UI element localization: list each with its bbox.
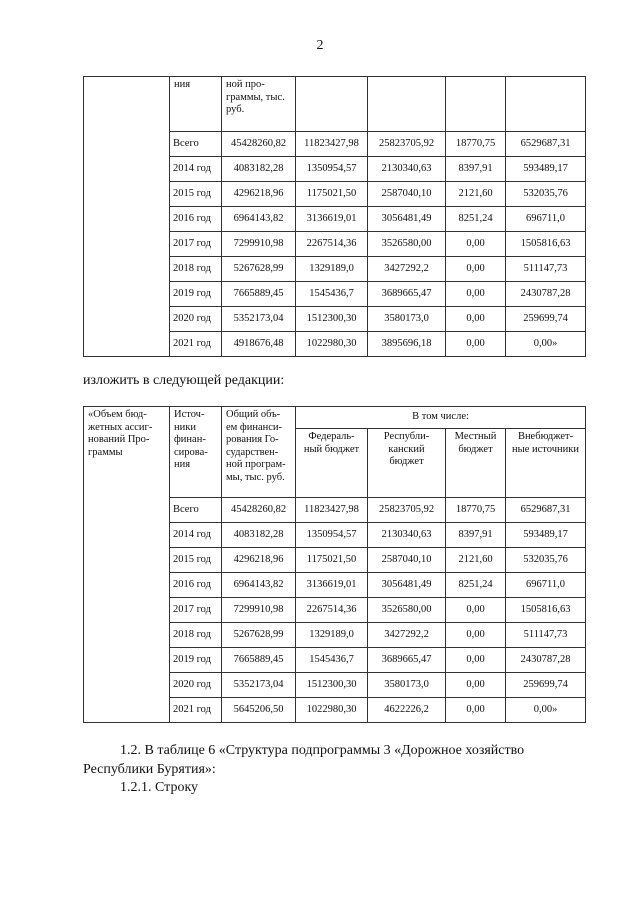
year-cell: 2020 год bbox=[170, 307, 222, 332]
value-cell: 8251,24 bbox=[446, 573, 506, 598]
value-cell: 1505816,63 bbox=[506, 598, 586, 623]
value-cell: 6964143,82 bbox=[222, 207, 296, 232]
value-cell: 2130340,63 bbox=[368, 157, 446, 182]
value-cell: 1545436,7 bbox=[296, 648, 368, 673]
header-cell: Республи-канский бюджет bbox=[368, 429, 446, 498]
value-cell: 6964143,82 bbox=[222, 573, 296, 598]
year-cell: 2015 год bbox=[170, 548, 222, 573]
value-cell: 2130340,63 bbox=[368, 523, 446, 548]
year-cell: 2019 год bbox=[170, 282, 222, 307]
header-cell: «Объем бюд-жетных ассиг-нований Про-граммы bbox=[84, 407, 170, 723]
value-cell: 511147,73 bbox=[506, 257, 586, 282]
value-cell: 0,00 bbox=[446, 698, 506, 723]
value-cell: 5352173,04 bbox=[222, 307, 296, 332]
value-cell: 511147,73 bbox=[506, 623, 586, 648]
value-cell: 259699,74 bbox=[506, 673, 586, 698]
value-cell: 2587040,10 bbox=[368, 182, 446, 207]
value-cell: 3056481,49 bbox=[368, 207, 446, 232]
value-cell: 0,00» bbox=[506, 332, 586, 357]
value-cell: 0,00 bbox=[446, 598, 506, 623]
value-cell: 1329189,0 bbox=[296, 257, 368, 282]
value-cell: 4296218,96 bbox=[222, 182, 296, 207]
year-cell: Всего bbox=[170, 132, 222, 157]
value-cell: 5267628,99 bbox=[222, 623, 296, 648]
header-cell: Внебюджет-ные источники bbox=[506, 429, 586, 498]
year-cell: 2018 год bbox=[170, 257, 222, 282]
year-cell: 2014 год bbox=[170, 523, 222, 548]
value-cell: 1505816,63 bbox=[506, 232, 586, 257]
year-cell: 2021 год bbox=[170, 332, 222, 357]
value-cell: 6529687,31 bbox=[506, 498, 586, 523]
header-cell: ной про-граммы, тыс. руб. bbox=[222, 77, 296, 132]
year-cell: 2021 год bbox=[170, 698, 222, 723]
value-cell: 4083182,28 bbox=[222, 523, 296, 548]
value-cell: 1350954,57 bbox=[296, 523, 368, 548]
value-cell: 259699,74 bbox=[506, 307, 586, 332]
value-cell: 0,00 bbox=[446, 257, 506, 282]
year-cell: 2019 год bbox=[170, 648, 222, 673]
value-cell: 3056481,49 bbox=[368, 573, 446, 598]
value-cell: 0,00» bbox=[506, 698, 586, 723]
value-cell: 593489,17 bbox=[506, 157, 586, 182]
value-cell: 0,00 bbox=[446, 332, 506, 357]
value-cell: 0,00 bbox=[446, 282, 506, 307]
value-cell: 11823427,98 bbox=[296, 132, 368, 157]
value-cell: 0,00 bbox=[446, 307, 506, 332]
value-cell: 0,00 bbox=[446, 232, 506, 257]
value-cell: 1512300,30 bbox=[296, 307, 368, 332]
value-cell: 2430787,28 bbox=[506, 648, 586, 673]
value-cell: 8251,24 bbox=[446, 207, 506, 232]
value-cell: 4296218,96 bbox=[222, 548, 296, 573]
value-cell: 5352173,04 bbox=[222, 673, 296, 698]
value-cell: 18770,75 bbox=[446, 132, 506, 157]
year-cell: 2017 год bbox=[170, 232, 222, 257]
value-cell: 1350954,57 bbox=[296, 157, 368, 182]
group-header-cell: В том числе: bbox=[296, 407, 586, 429]
year-cell: 2020 год bbox=[170, 673, 222, 698]
value-cell: 5645206,50 bbox=[222, 698, 296, 723]
value-cell: 8397,91 bbox=[446, 157, 506, 182]
value-cell: 3580173,0 bbox=[368, 307, 446, 332]
value-cell: 1175021,50 bbox=[296, 182, 368, 207]
value-cell: 593489,17 bbox=[506, 523, 586, 548]
value-cell: 11823427,98 bbox=[296, 498, 368, 523]
year-cell: 2015 год bbox=[170, 182, 222, 207]
value-cell: 2121,60 bbox=[446, 182, 506, 207]
value-cell: 2267514,36 bbox=[296, 598, 368, 623]
value-cell: 1545436,7 bbox=[296, 282, 368, 307]
value-cell: 8397,91 bbox=[446, 523, 506, 548]
year-cell: 2016 год bbox=[170, 207, 222, 232]
value-cell: 3689665,47 bbox=[368, 282, 446, 307]
header-cell: Федераль-ный бюджет bbox=[296, 429, 368, 498]
paragraph: Республики Бурятия»: bbox=[83, 762, 216, 777]
funding-table-new bbox=[83, 406, 586, 723]
value-cell: 6529687,31 bbox=[506, 132, 586, 157]
header-cell: ния bbox=[170, 77, 222, 132]
value-cell: 2430787,28 bbox=[506, 282, 586, 307]
value-cell: 3526580,00 bbox=[368, 598, 446, 623]
value-cell: 0,00 bbox=[446, 623, 506, 648]
value-cell: 3136619,01 bbox=[296, 573, 368, 598]
value-cell: 1022980,30 bbox=[296, 698, 368, 723]
value-cell: 1022980,30 bbox=[296, 332, 368, 357]
value-cell: 45428260,82 bbox=[222, 498, 296, 523]
value-cell: 0,00 bbox=[446, 648, 506, 673]
value-cell: 3136619,01 bbox=[296, 207, 368, 232]
table-row bbox=[84, 77, 586, 132]
label-cell bbox=[84, 77, 170, 357]
value-cell: 7665889,45 bbox=[222, 282, 296, 307]
value-cell: 3427292,2 bbox=[368, 257, 446, 282]
value-cell: 7299910,98 bbox=[222, 598, 296, 623]
value-cell: 7665889,45 bbox=[222, 648, 296, 673]
value-cell: 696711,0 bbox=[506, 573, 586, 598]
value-cell: 2267514,36 bbox=[296, 232, 368, 257]
year-cell: Всего bbox=[170, 498, 222, 523]
value-cell: 3689665,47 bbox=[368, 648, 446, 673]
value-cell: 3427292,2 bbox=[368, 623, 446, 648]
value-cell: 696711,0 bbox=[506, 207, 586, 232]
header-cell: Источ-ники финан-сирова-ния bbox=[170, 407, 222, 498]
value-cell: 1512300,30 bbox=[296, 673, 368, 698]
page-number: 2 bbox=[316, 38, 324, 53]
value-cell: 5267628,99 bbox=[222, 257, 296, 282]
value-cell: 1329189,0 bbox=[296, 623, 368, 648]
value-cell: 2121,60 bbox=[446, 548, 506, 573]
funding-table-old bbox=[83, 76, 586, 357]
value-cell: 4622226,2 bbox=[368, 698, 446, 723]
value-cell: 1175021,50 bbox=[296, 548, 368, 573]
value-cell: 3895696,18 bbox=[368, 332, 446, 357]
value-cell: 3580173,0 bbox=[368, 673, 446, 698]
year-cell: 2018 год bbox=[170, 623, 222, 648]
intro-text: изложить в следующей редакции: bbox=[83, 373, 285, 388]
value-cell: 45428260,82 bbox=[222, 132, 296, 157]
header-cell: Общий объ-ем финанси-рования Го-сударствен-ной програм-мы, тыс. руб. bbox=[222, 407, 296, 498]
value-cell: 2587040,10 bbox=[368, 548, 446, 573]
year-cell: 2016 год bbox=[170, 573, 222, 598]
year-cell: 2014 год bbox=[170, 157, 222, 182]
value-cell: 3526580,00 bbox=[368, 232, 446, 257]
value-cell: 7299910,98 bbox=[222, 232, 296, 257]
value-cell: 0,00 bbox=[446, 673, 506, 698]
value-cell: 532035,76 bbox=[506, 182, 586, 207]
value-cell: 25823705,92 bbox=[368, 498, 446, 523]
table-header-row bbox=[84, 407, 586, 429]
header-cell: Местный бюджет bbox=[446, 429, 506, 498]
value-cell: 25823705,92 bbox=[368, 132, 446, 157]
value-cell: 4918676,48 bbox=[222, 332, 296, 357]
paragraph: 1.2. В таблице 6 «Структура подпрограммы 3 «Дорожное хозяйство bbox=[120, 743, 525, 758]
paragraph: 1.2.1. Строку bbox=[120, 780, 199, 795]
year-cell: 2017 год bbox=[170, 598, 222, 623]
value-cell: 4083182,28 bbox=[222, 157, 296, 182]
value-cell: 532035,76 bbox=[506, 548, 586, 573]
value-cell: 18770,75 bbox=[446, 498, 506, 523]
